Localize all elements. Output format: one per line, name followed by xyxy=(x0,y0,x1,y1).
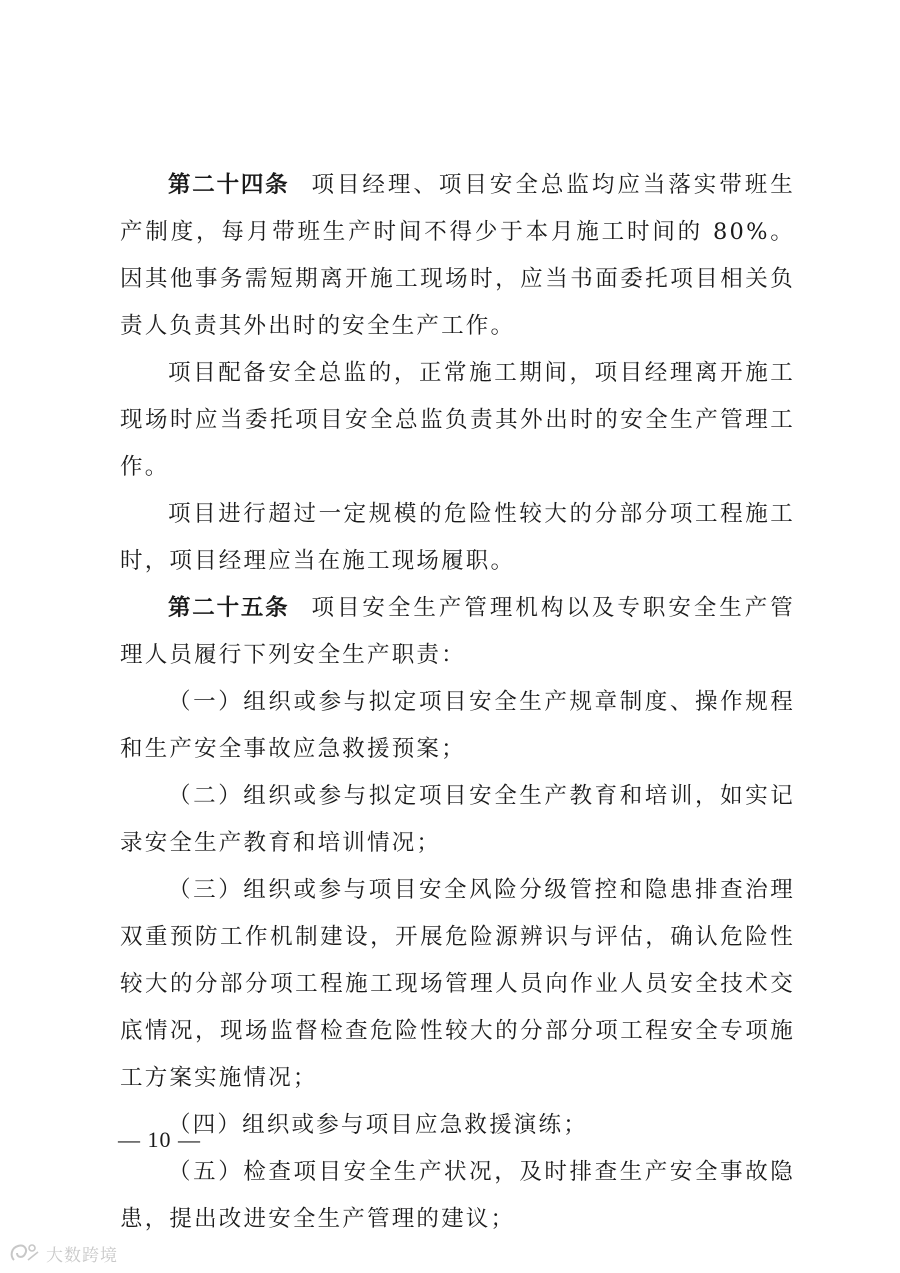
article-24-paragraph-2: 项目配备安全总监的，正常施工期间，项目经理离开施工现场时应当委托项目安全总监负责其外出时的安全生产管理工作。 xyxy=(120,360,795,480)
article-25-item-2: （二）组织或参与拟定项目安全生产教育和培训，如实记录安全生产教育和培训情况； xyxy=(120,783,795,856)
article-25-heading: 第二十五条 xyxy=(168,595,290,621)
watermark xyxy=(8,1238,118,1268)
article-24-paragraph-3: 项目进行超过一定规模的危险性较大的分部分项工程施工时，项目经理应当在施工现场履职。 xyxy=(120,501,795,574)
article-25-item-4: （四）组织或参与项目应急救援演练； xyxy=(168,1112,588,1138)
brand-logo-icon xyxy=(8,1240,42,1266)
document-body xyxy=(120,162,795,1243)
article-25-paragraph-intro xyxy=(120,585,795,679)
page-number: — 10 — xyxy=(118,1127,201,1152)
article-24-heading: 第二十四条 xyxy=(168,172,290,198)
article-24-text-1: 项目经理、项目安全总监均应当落实带班生产制度，每月带班生产时间不得少于本月施工时间的 80%。因其他事务需短期离开施工现场时，应当书面委托项目相关负责人负责其外出时的安全生产工作。 xyxy=(120,172,795,339)
watermark-text: 大数跨境 xyxy=(46,1245,118,1266)
article-25-item-1: （一）组织或参与拟定项目安全生产规章制度、操作规程和生产安全事故应急救援预案； xyxy=(120,689,795,762)
article-25-item-5: （五）检查项目安全生产状况，及时排查生产安全事故隐患，提出改进安全生产管理的建议； xyxy=(120,1159,795,1232)
article-25-intro-text: 项目安全生产管理机构以及专职安全生产管理人员履行下列安全生产职责： xyxy=(120,595,795,668)
article-24-paragraph-1 xyxy=(120,162,795,350)
article-25-item-3: （三）组织或参与项目安全风险分级管控和隐患排查治理双重预防工作机制建设，开展危险源辨识与评估，确认危险性较大的分部分项工程施工现场管理人员向作业人员安全技术交底情况，现场监督检查危险性较大的分部分项工程安全专项施工方案实施情况； xyxy=(120,877,795,1091)
